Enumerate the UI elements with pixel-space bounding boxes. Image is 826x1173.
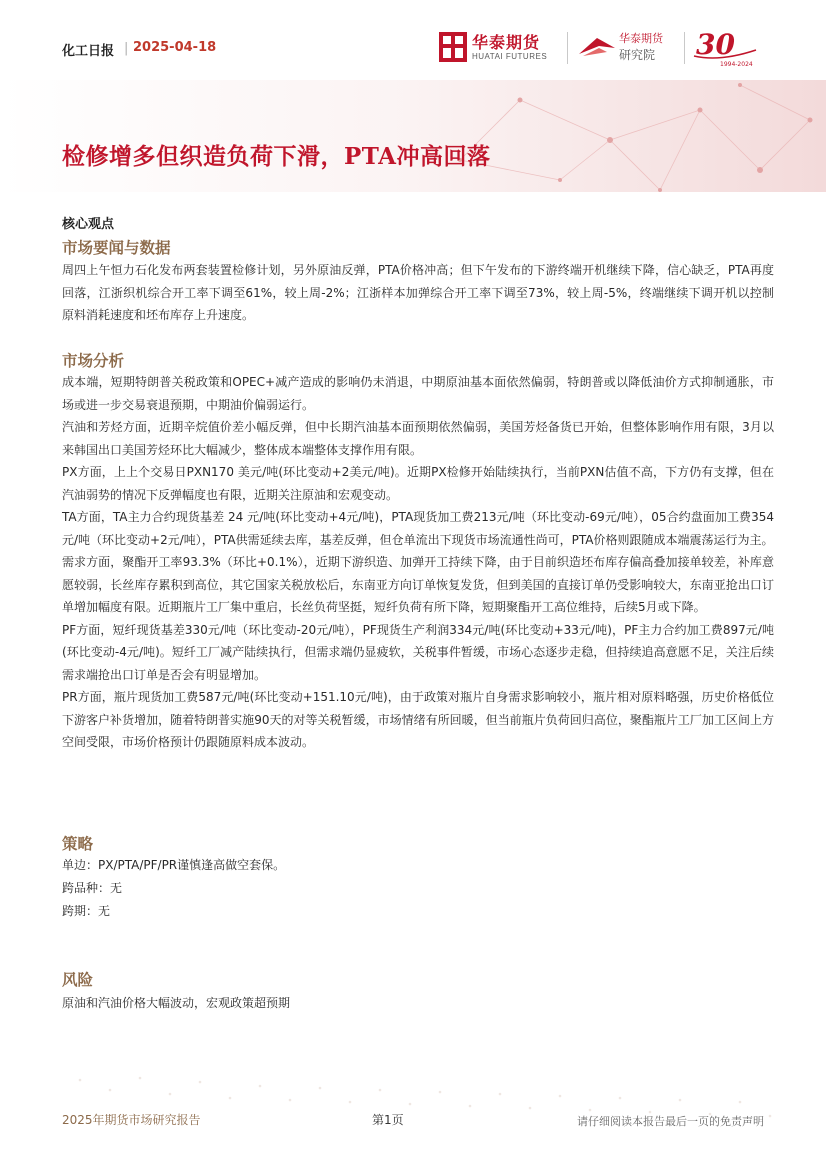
banner-network-decoration <box>0 80 826 192</box>
huatai-logo-icon <box>439 32 467 62</box>
header-separator: | <box>124 41 129 56</box>
section-heading-strategy: 策略 <box>62 835 94 853</box>
footer-disclaimer-note: 请仔细阅读本报告最后一页的免责声明 <box>577 1115 764 1128</box>
title-banner <box>0 80 826 192</box>
news-text: 周四上午恒力石化发布两套装置检修计划，另外原油反弹，PTA价格冲高；但下午发布的下游终端开机继续下降，信心缺乏，PTA再度回落，江浙织机综合开工率下调至61%，较上周-2%；江浙样本加弹综合开工率下调至73%，较上周-5%，终端继续下调开机以控制原料消耗速度和坯布库存上升速度。 <box>62 263 774 322</box>
logo-en-text: HUATAI FUTURES <box>472 52 548 61</box>
news-paragraph <box>62 259 774 327</box>
strategy-line: 跨期：无 <box>62 904 111 918</box>
analysis-paragraphs <box>62 371 774 754</box>
core-viewpoint-label: 核心观点 <box>62 217 115 232</box>
analysis-paragraph: PR方面，瓶片现货加工费587元/吨(环比变动+151.10元/吨)，由于政策对瓶片自身需求影响较小，瓶片相对原料略强，历史价格低位下游客户补货增加，随着特朗普实施90天的对等关税暂缓，市场情绪有所回暖，但当前瓶片负荷回归高位，聚酯瓶片工厂加工区间上方空间受限，市场价格预计仍跟随原料成本波动。 <box>62 690 774 749</box>
institute-logo-icon <box>577 32 617 60</box>
report-type: 化工日报 <box>62 44 115 59</box>
logo-divider-2 <box>684 32 685 64</box>
institute-line2: 研究院 <box>619 48 656 62</box>
anniversary-number: 30 <box>696 28 735 61</box>
analysis-paragraph: 成本端，短期特朗普关税政策和OPEC+减产造成的影响仍未消退，中期原油基本面依然偏弱，特朗普或以降低油价方式抑制通胀，市场或进一步交易衰退预期，中期油价偏弱运行。 <box>62 375 774 412</box>
analysis-paragraph: TA方面，TA主力合约现货基差 24 元/吨(环比变动+4元/吨)，PTA现货加工费213元/吨（环比变动-69元/吨），05合约盘面加工费354元/吨（环比变动+2元/吨），PTA供需延续去库，基差反弹，但仓单流出下现货市场流通性尚可，PTA价格则跟随成本端震荡运行为主。 <box>62 510 774 547</box>
institute-line1: 华泰期货 <box>619 32 663 45</box>
report-date: 2025-04-18 <box>133 40 217 55</box>
section-heading-risk: 风险 <box>62 971 94 989</box>
huatai-futures-logo <box>439 30 561 68</box>
page-header <box>0 0 826 80</box>
logo-divider <box>567 32 568 64</box>
logo-cn-text: 华泰期货 <box>472 33 541 52</box>
anniversary-30-icon <box>690 26 766 70</box>
section-heading-analysis: 市场分析 <box>62 352 125 370</box>
anniversary-years: 1994-2024 <box>720 61 753 68</box>
strategy-line: 跨品种：无 <box>62 881 123 895</box>
strategy-line: 单边：PX/PTA/PF/PR谨慎逢高做空套保。 <box>62 858 286 872</box>
risk-line: 原油和汽油价格大幅波动，宏观政策超预期 <box>62 996 291 1010</box>
research-institute-logo <box>577 28 677 68</box>
analysis-paragraph: PX方面，上上个交易日PXN170 美元/吨(环比变动+2美元/吨)。近期PX检修开始陆续执行，当前PXN估值不高，下方仍有支撑，但在汽油弱势的情况下反弹幅度也有限，近期关注原油和宏观变动。 <box>62 465 774 502</box>
anniversary-logo <box>690 26 766 70</box>
analysis-paragraph: 汽油和芳烃方面，近期辛烷值价差小幅反弹，但中长期汽油基本面预期依然偏弱，美国芳烃备货已开始，但整体影响作用有限，3月以来韩国出口美国芳烃环比大幅减少，整体成本端整体支撑作用有限。 <box>62 420 774 457</box>
footer-report-series: 2025年期货市场研究报告 <box>62 1113 201 1127</box>
analysis-paragraph: PF方面，短纤现货基差330元/吨（环比变动-20元/吨），PF现货生产利润334元/吨(环比变动+33元/吨)，PF主力合约加工费897元/吨(环比变动-4元/吨)。短纤工厂减产陆续执行，但需求端仍显疲软，关税事件暂缓，市场心态逐步走稳，但持续追高意愿不足，关注后续需求端抢出口订单是否会有明显增加。 <box>62 622 774 682</box>
section-heading-news: 市场要闻与数据 <box>62 239 171 257</box>
analysis-paragraph: 需求方面，聚酯开工率93.3%（环比+0.1%），近期下游织造、加弹开工持续下降，由于目前织造坯布库存偏高叠加接单较差，补库意愿较弱，长丝库存累积到高位，其它国家关税放松后，东南亚方向订单恢复发货，但到美国的直接订单仍受影响较大，东南亚抢出口订单增加幅度有限。近期瓶片工厂集中重启，长丝负荷坚挺，短纤负荷有所下降，短期聚酯开工高位维持，后续5月或下降。 <box>62 555 774 614</box>
report-title: 检修增多但织造负荷下滑，PTA冲高回落 <box>62 143 491 170</box>
footer-page-number: 第1页 <box>372 1113 404 1127</box>
